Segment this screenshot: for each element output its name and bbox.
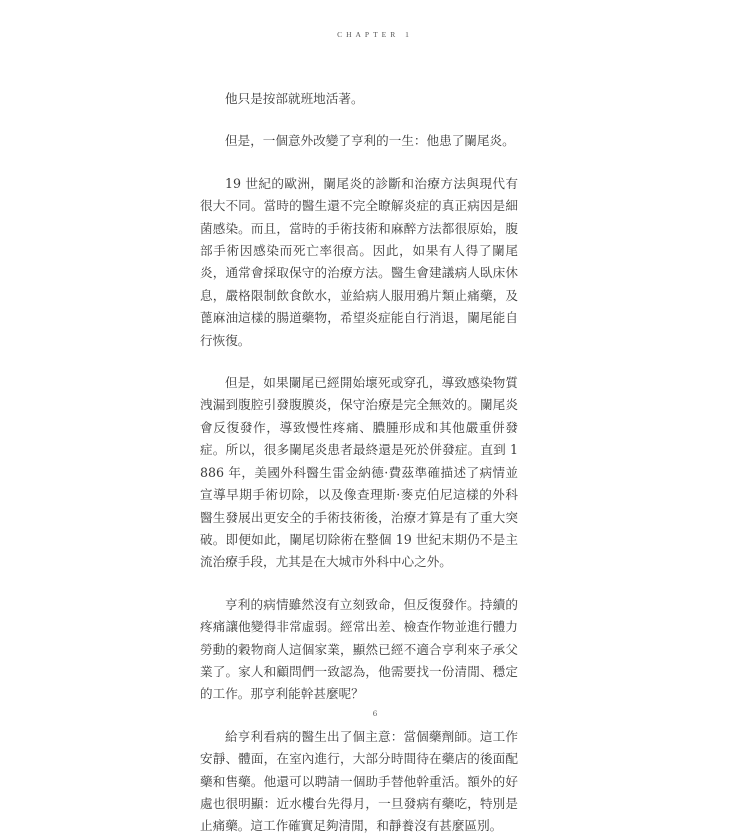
paragraph-6: 給亨利看病的醫生出了個主意：當個藥劑師。這工作安靜、體面，在室內進行，大部分時間待在藥店的後面配藥和售藥。他還可以聘請一個助手替他幹重活。額外的好處也很明顯：近水樓台先得月，一旦發病有藥吃，特別是止痛藥。這工作確實足夠清閒，和靜養沒有甚麼區別。 — [200, 728, 518, 834]
paragraph-5: 亨利的病情雖然沒有立刻致命，但反復發作。持續的疼痛讓他變得非常虛弱。經常出差、檢查作物並進行體力勞動的穀物商人這個家業，顯然已經不適合亨利來子承父業了。家人和顧問們一致認為，他需要找一份清閒、穩定的工作。那亨利能幹甚麼呢？ — [200, 596, 518, 702]
paragraph-4: 但是，如果闌尾已經開始壞死或穿孔，導致感染物質洩漏到腹腔引發腹膜炎，保守治療是完全無效的。闌尾炎會反復發作，導致慢性疼痛、膿腫形成和其他嚴重併發症。所以，很多闌尾炎患者最終還是死於併發症。直到 1886 年，美國外科醫生雷金納德·費茲準確描述了病情並宣導早期手術切除，以及像查理斯·麥克伯尼這樣的外科醫生發展出更安全的手術技術後，治療才算是有了重大突破。即便如此，闌尾切除術在整個 19 世紀末期仍不是主流治療手段，尤其是在大城市外科中心之外。 — [200, 375, 518, 570]
paragraph-3: 19 世紀的歐洲，闌尾炎的診斷和治療方法與現代有很大不同。當時的醫生還不完全瞭解炎症的真正病因是細菌感染。而且，當時的手術技術和麻醉方法都很原始，腹部手術因感染而死亡率很高。因此，如果有人得了闌尾炎，通常會採取保守的治療方法。醫生會建議病人臥床休息，嚴格限制飲食飲水，並給病人服用鴉片類止痛藥，及蓖麻油這樣的腸道藥物，希望炎症能自行消退，闌尾能自行恢復。 — [200, 175, 518, 348]
page-number: 6 — [372, 709, 378, 718]
paragraph-2: 但是，一個意外改變了亨利的一生：他患了闌尾炎。 — [225, 133, 515, 149]
paragraph-1: 他只是按部就班地活著。 — [225, 91, 364, 106]
body-text — [200, 88, 518, 838]
chapter-header: CHAPTER 1 — [337, 30, 413, 39]
